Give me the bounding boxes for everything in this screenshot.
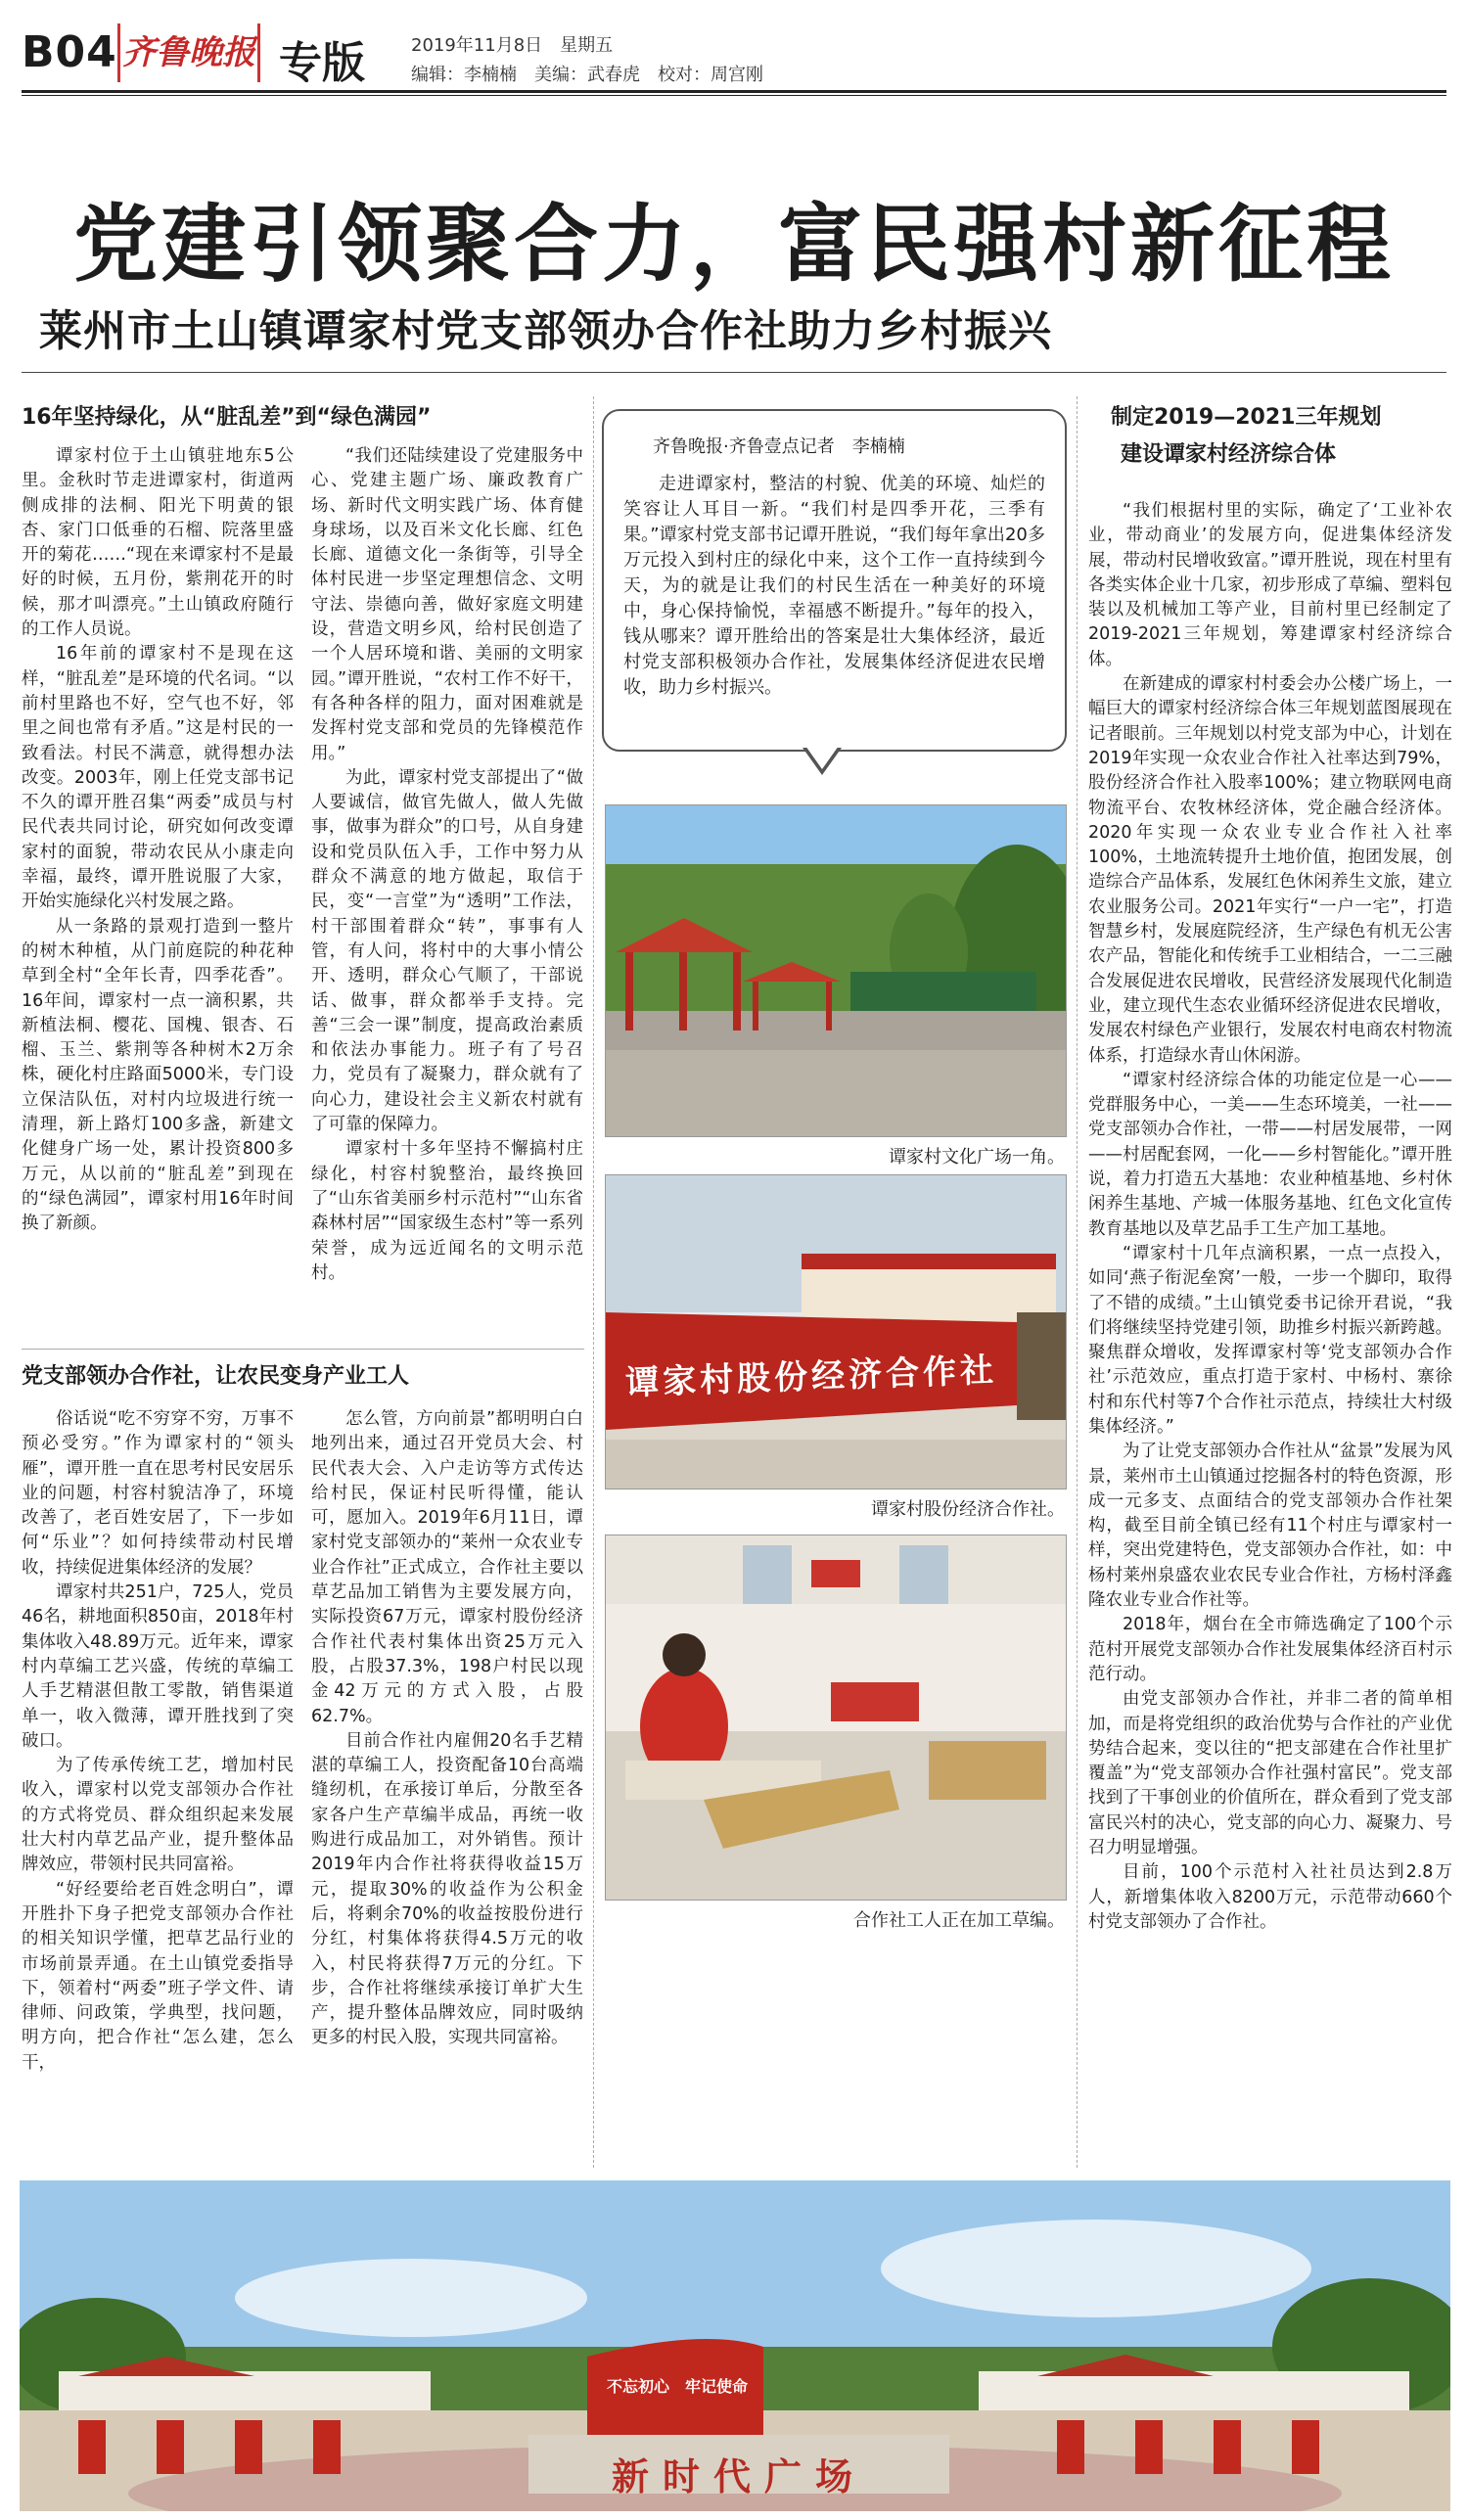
paragraph: “好经要给老百姓念明白”，谭开胜扑下身子把党支部领办合作社的相关知识学懂，把草艺品行业的市场前景弄通。在土山镇党委指导下，领着村“两委”班子学文件、请律师、问政策，学典型，找问题，明方向，把合作社“怎么建，怎么干， xyxy=(22,1879,294,2073)
paragraph: “谭家村经济综合体的功能定位是一心——党群服务中心，一美——生态环境美，一社——党支部领办合作社，一带——村居发展带，一网——村居配套网，一化——乡村智能化。”谭开胜说，着力打造五大基地：农业种植基地、乡村休闲养生基地、产城一体服务基地、红色文化宣传教育基地以及草艺品手工生产加工基地。 xyxy=(1088,1070,1452,1239)
paragraph: 怎么管，方向前景”都明明白白地列出来，通过召开党员大会、村民代表大会、入户走访等方式传达给村民，保证村民听得懂，能认可，愿加入。2019年6月11日，谭家村党支部领办的“莱州一众农业专业合作社”正式成立，合作社主要以草艺品加工销售为主要发展方向，实际投资67万元，谭家村股份经济合作社代表村集体出资25万元入股，占股37.3%，198户村民以现金42万元的方式入股，占股62.7%。 xyxy=(311,1409,583,1726)
issue-date: 2019年11月8日 星期五 xyxy=(411,35,614,56)
paragraph: 由党支部领办合作社，并非二者的简单相加，而是将党组织的政治优势与合作社的产业优势结合起来，变以往的“把支部建在合作社里扩覆盖”为“党支部领办合作社强村富民”。党支部找到了干事创业的价值所在，群众看到了党支部富民兴村的决心，党支部的向心力、凝聚力、号召力明显增强。 xyxy=(1088,1689,1452,1858)
banner-slogan: 不忘初心 牢记使命 xyxy=(607,2377,749,2396)
section2-rule xyxy=(22,1349,584,1350)
section2-column-a xyxy=(22,1407,294,2124)
column-divider-right xyxy=(1077,396,1078,2168)
photo2-caption: 谭家村股份经济合作社。 xyxy=(871,1499,1065,1520)
paragraph: “我们根据村里的实际，确定了‘工业补农业，带动商业’的发展方向，促进集体经济发展，带动村民增收致富。”谭开胜说，现在村里有各类实体企业十几家，初步形成了草编、塑料包装以及机械加工等产业，目前村里已经制定了2019-2021三年规划，筹建谭家村经济综合体。 xyxy=(1088,501,1452,669)
page-title: 党建引领聚合力，富民强村新征程 xyxy=(73,195,1395,294)
section1-column-b xyxy=(311,444,583,1325)
page-subtitle: 莱州市土山镇谭家村党支部领办合作社助力乡村振兴 xyxy=(39,306,1052,356)
paragraph: 为了传承传统工艺，增加村民收入，谭家村以党支部领办合作社的方式将党员、群众组织起来发展壮大村内草艺品产业，提升整体品牌效应，带领村民共同富裕。 xyxy=(22,1756,294,1875)
paragraph: 目前合作社内雇佣20名手艺精湛的草编工人，投资配备10台高端缝纫机，在承接订单后，分散至各家各户生产草编半成品，再统一收购进行成品加工，对外销售。预计2019年内合作社将获得收益15万元，提取30%的收益作为公积金后，将剩余70%的收益按股份进行分红，村集体将获得4.5万元的收入，村民将获得7万元的分红。下步，合作社将继续承接订单扩大生产，提升整体品牌效应，同时吸纳更多的村民入股，实现共同富裕。 xyxy=(311,1730,583,2048)
photo-cooperative xyxy=(605,1174,1067,1489)
paragraph: “我们还陆续建设了党建服务中心、党建主题广场、廉政教育广场、新时代文明实践广场、体育健身球场，以及百米文化长廊、红色长廊、道德文化一条街等，引导全体村民进一步坚定理想信念、文明守法、崇德向善，做好家庭文明建设，营造文明乡风，给村民创造了一个人居环境和谐、美丽的文明家园。”谭开胜说，“农村工作不好干，有各种各样的阻力，面对困难就是发挥村党支部和党员的先锋模范作用。” xyxy=(311,446,583,763)
section1-heading: 16年坚持绿化，从“脏乱差”到“绿色满园” xyxy=(22,405,432,430)
paragraph: 2018年，烟台在全市筛选确定了100个示范村开展党支部领办合作社发展集体经济百村示范行动。 xyxy=(1088,1615,1452,1684)
paragraph: 在新建成的谭家村村委会办公楼广场上，一幅巨大的谭家村经济综合体三年规划蓝图展现在记者眼前。三年规划以村党支部为中心，计划在2019年实现一众农业合作社入社率达到79%，股份经济合作社入股率100%；建立物联网电商物流平台、农牧林经济体，党企融合经济体。2020年实现一众农业专业合作社入社率100%，土地流转提升土地价值，抱团发展，创造综合产品体系，发展红色休闲养生文旅，建立农业服务公司。2021年实行“一户一宅”，打造智慧乡村，发展庭院经济，生产绿色有机无公害农产品，智能化和传统手工业相结合，一二三融合发展促进农民增收，民营经济发展现代化制造业，建立现代生态农业循环经济促进农民增收，发展农村绿色产业银行，发展农村电商农村物流体系，打造绿水青山休闲游。 xyxy=(1088,674,1452,1066)
section3-heading-1: 制定2019—2021三年规划 xyxy=(1111,405,1382,430)
section-label: 专版 xyxy=(279,38,365,88)
photo3-caption: 合作社工人正在加工草编。 xyxy=(853,1910,1065,1931)
paragraph: 谭家村共251户，725人，党员46名，耕地面积850亩，2018年村集体收入48.89万元。近年来，谭家村内草编工艺兴盛，传统的草编工人手艺精湛但散工零散，销售渠道单一，收入微薄，谭开胜找到了突破口。 xyxy=(22,1582,294,1751)
photo1-caption: 谭家村文化广场一角。 xyxy=(889,1147,1065,1168)
quote-tail-inner xyxy=(805,746,839,769)
reporter-byline: 齐鲁晚报·齐鲁壹点记者 李楠楠 xyxy=(653,436,905,457)
paragraph: “谭家村十几年点滴积累，一点一点投入，如同‘燕子衔泥垒窝’一般，一步一个脚印，取得了不错的成绩。”土山镇党委书记徐开君说，“我们将继续坚持党建引领，助推乡村振兴新跨越。聚焦群众增收，发挥谭家村等‘党支部领办合作社’示范效应，重点打造于家村、中杨村、寨徐村和东代村等7个合作社示范点，持续壮大村级集体经济。” xyxy=(1088,1243,1452,1437)
paragraph: 为此，谭家村党支部提出了“做人要诚信，做官先做人，做人先做事，做事为群众”的口号，从自身建设和党员队伍入手，工作中努力从群众不满意的地方做起，取信于民，变“一言堂”为“透明”工作法，村干部围着群众“转”，事事有人管，有人问，将村中的大事小情公开、透明，群众心气顺了，干部说话、做事，群众都举手支持。完善“三会一课”制度，提高政治素质和依法办事能力。班子有了号召力，党员有了凝聚力，群众就有了向心力，建设社会主义新农村就有了可靠的保障力。 xyxy=(311,767,583,1135)
paragraph: 谭家村十多年坚持不懈搞村庄绿化，村容村貌整治，最终换回了“山东省美丽乡村示范村”“山东省森林村居”“国家级生态村”等一系列荣誉，成为远近闻名的文明示范村。 xyxy=(311,1139,583,1283)
column-divider xyxy=(593,396,594,2168)
photo-workers xyxy=(605,1535,1067,1901)
header-rule xyxy=(22,90,1446,93)
photo-new-era-square xyxy=(20,2180,1450,2511)
section1-column-a xyxy=(22,444,294,1325)
newspaper-logo: 齐鲁晚报 xyxy=(117,23,260,82)
section2-heading: 党支部领办合作社，让农民变身产业工人 xyxy=(22,1364,410,1389)
paragraph: 俗话说“吃不穷穿不穷，万事不预必受穷。”作为谭家村的“领头雁”，谭开胜一直在思考村民安居乐业的问题，村容村貌洁净了，环境改善了，老百姓安居了，下一步如何“乐业”？如何持续带动村民增收，持续促进集体经济的发展？ xyxy=(22,1409,294,1578)
cooperative-sign-text: 谭家村股份经济合作社 xyxy=(624,1351,998,1403)
editor-credits: 编辑：李楠楠 美编：武春虎 校对：周宫刚 xyxy=(411,65,763,85)
page-number: B04 xyxy=(22,27,117,77)
section3-column xyxy=(1088,499,1452,2133)
paragraph: 为了让党支部领办合作社从“盆景”发展为风景，莱州市土山镇通过挖掘各村的特色资源，形成一元多支、点面结合的党支部领办合作社架构，截至目前全镇已经有11个村庄与谭家村一样，突出党建特色，党支部领办合作社，如：中杨村莱州泉盛农业农民专业合作社，方杨村泽鑫隆农业专业合作社等。 xyxy=(1088,1442,1452,1611)
paragraph: 谭家村位于土山镇驻地东5公里。金秋时节走进谭家村，街道两侧成排的法桐、阳光下明黄的银杏、家门口低垂的石榴、院落里盛开的菊花……“现在来谭家村不是最好的时候，五月份，紫荆花开的时候，那才叫漂亮。”土山镇政府随行的工作人员说。 xyxy=(22,446,294,640)
intro-quote-text: 走进谭家村，整洁的村貌、优美的环境、灿烂的笑容让人耳目一新。“我们村是四季开花，三季有果。”谭家村党支部书记谭开胜说，“我们每年拿出20多万元投入到村庄的绿化中来，这个工作一直持续到今天，为的就是让我们的村民生活在一种美好的环境中，身心保持愉悦，幸福感不断提升。”每年的投入，钱从哪来？谭开胜给出的答案是壮大集体经济，最近村党支部积极领办合作社，发展集体经济促进农民增收，助力乡村振兴。 xyxy=(623,474,1045,698)
photo-culture-square xyxy=(605,804,1067,1137)
section2-column-b xyxy=(311,1407,583,2124)
paragraph: 目前，100个示范村入社社员达到2.8万人，新增集体收入8200万元，示范带动660个村党支部领办了合作社。 xyxy=(1088,1862,1452,1932)
paragraph: 16年前的谭家村不是现在这样，“脏乱差”是环境的代名词。“以前村里路也不好，空气也不好，邻里之间也常有矛盾。”这是村民的一致看法。村民不满意，就得想办法改变。2003年，刚上任党支部书记不久的谭开胜召集“两委”成员与村民代表共同讨论，研究如何改变谭家村的面貌，带动农民从小康走向幸福，最终，谭开胜说服了大家，开始实施绿化兴村发展之路。 xyxy=(22,644,294,912)
new-era-square-sign: 新时代广场 xyxy=(611,2454,866,2498)
paragraph: 从一条路的景观打造到一整片的树木种植，从门前庭院的种花种草到全村“全年长青，四季花香”。16年间，谭家村一点一滴积累，共新植法桐、樱花、国槐、银杏、石榴、玉兰、紫荆等各种树木2万余株，硬化村庄路面5000米，专门设立保洁队伍，对村内垃圾进行统一清理，新上路灯100多盏，新建文化健身广场一处，累计投资800多万元，从以前的“脏乱差”到现在的“绿色满园”，谭家村用16年时间换了新颜。 xyxy=(22,916,294,1234)
section3-heading-2: 建设谭家村经济综合体 xyxy=(1121,442,1337,467)
title-rule xyxy=(22,372,1446,373)
header-rule-thin xyxy=(22,95,1446,96)
intro-quote-box xyxy=(602,409,1067,752)
